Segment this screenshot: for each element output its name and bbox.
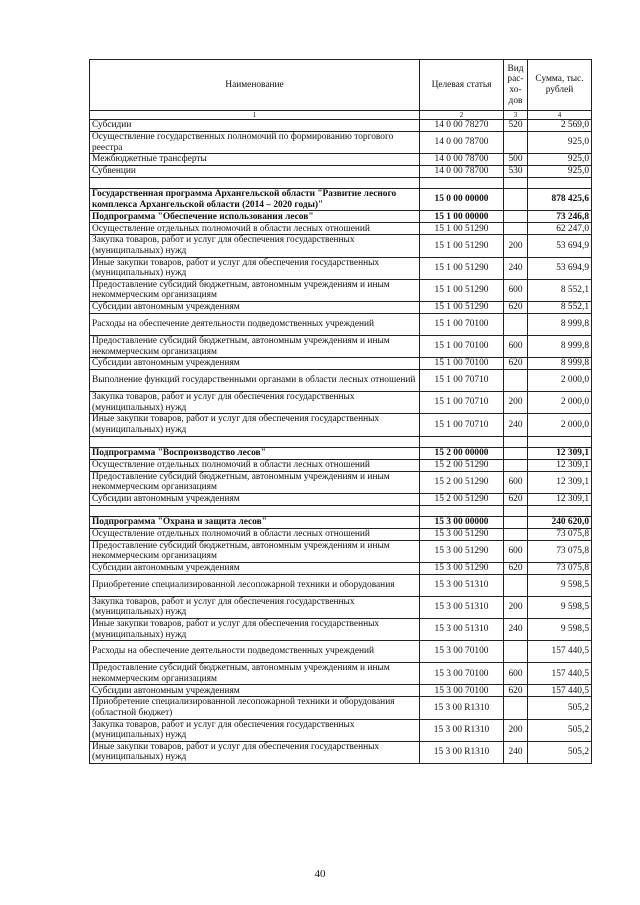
row-vid-cell: 240 [504, 257, 528, 279]
row-code-cell: 15 3 00 R1310 [420, 741, 504, 763]
row-sum-cell: 9 598,5 [528, 596, 592, 618]
row-sum-cell: 2 000,0 [528, 392, 592, 414]
row-code-cell: 14 0 00 78700 [420, 154, 504, 166]
table-row [90, 741, 592, 763]
row-code-cell: 15 2 00 51290 [420, 471, 504, 493]
table-row [90, 279, 592, 301]
row-vid-cell: 240 [504, 741, 528, 763]
row-code-cell: 15 1 00 51290 [420, 235, 504, 257]
row-name-cell: Субсидии [90, 120, 420, 132]
row-vid-cell: 620 [504, 562, 528, 574]
row-name-cell: Субсидии автономным учреждениям [90, 301, 420, 313]
row-name-cell: Осуществление отдельных полномочий в области лесных отношений [90, 459, 420, 471]
row-sum-cell: 157 440,5 [528, 641, 592, 663]
row-sum-cell: 240 620,0 [528, 516, 592, 528]
row-name-cell: Субсидии автономным учреждениям [90, 493, 420, 505]
row-code-cell: 14 0 00 78700 [420, 166, 504, 178]
row-code-cell: 15 3 00 70100 [420, 641, 504, 663]
row-sum-cell: 9 598,5 [528, 619, 592, 641]
row-sum-cell: 73 075,8 [528, 562, 592, 574]
table-row [90, 719, 592, 741]
row-code-cell: 15 1 00 70100 [420, 335, 504, 357]
row-name-cell: Субсидии автономным учреждениям [90, 685, 420, 697]
row-sum-cell: 62 247,0 [528, 223, 592, 235]
row-name-cell: Государственная программа Архангельской области "Развитие лесного комплекса Архангельской области (2014 – 2020 годы)" [90, 189, 420, 211]
row-code-cell: 15 1 00 51290 [420, 223, 504, 235]
row-name-cell: Предоставление субсидий бюджетным, автономным учреждениям и иным некоммерческим организациям [90, 663, 420, 685]
row-sum-cell: 505,2 [528, 741, 592, 763]
row-sum-cell: 12 309,1 [528, 447, 592, 459]
table-spacer-row [90, 436, 592, 447]
row-sum-cell: 925,0 [528, 132, 592, 154]
column-number: 3 [504, 111, 528, 120]
row-name-cell: Осуществление отдельных полномочий в области лесных отношений [90, 528, 420, 540]
row-sum-cell: 8 552,1 [528, 301, 592, 313]
row-code-cell: 15 1 00 51290 [420, 257, 504, 279]
row-vid-cell [504, 189, 528, 211]
table-row [90, 685, 592, 697]
empty-cell [420, 178, 504, 189]
row-code-cell: 15 3 00 R1310 [420, 719, 504, 741]
empty-cell [528, 505, 592, 516]
row-name-cell: Осуществление отдельных полномочий в области лесных отношений [90, 223, 420, 235]
empty-cell [90, 436, 420, 447]
row-vid-cell: 620 [504, 301, 528, 313]
row-sum-cell: 878 425,6 [528, 189, 592, 211]
row-vid-cell [504, 528, 528, 540]
table-row [90, 132, 592, 154]
row-name-cell: Закупка товаров, работ и услуг для обеспечения государственных (муниципальных) нужд [90, 235, 420, 257]
row-code-cell: 15 1 00 70710 [420, 392, 504, 414]
row-sum-cell: 8 552,1 [528, 279, 592, 301]
row-code-cell: 15 2 00 51290 [420, 459, 504, 471]
table-row [90, 301, 592, 313]
row-code-cell: 15 3 00 51290 [420, 540, 504, 562]
row-vid-cell: 520 [504, 120, 528, 132]
row-vid-cell: 620 [504, 358, 528, 370]
row-name-cell: Подпрограмма "Охрана и защита лесов" [90, 516, 420, 528]
row-sum-cell: 157 440,5 [528, 663, 592, 685]
column-number: 1 [90, 111, 420, 120]
row-sum-cell: 9 598,5 [528, 574, 592, 596]
empty-cell [90, 505, 420, 516]
row-code-cell: 15 1 00 70710 [420, 370, 504, 392]
row-sum-cell: 53 694,9 [528, 257, 592, 279]
row-vid-cell: 200 [504, 719, 528, 741]
row-code-cell: 15 3 00 70100 [420, 685, 504, 697]
row-vid-cell [504, 223, 528, 235]
row-name-cell: Предоставление субсидий бюджетным, автономным учреждениям и иным некоммерческим организациям [90, 335, 420, 357]
row-sum-cell: 12 309,1 [528, 493, 592, 505]
table-spacer-row [90, 505, 592, 516]
table-row [90, 358, 592, 370]
table-row [90, 493, 592, 505]
row-code-cell: 15 1 00 51290 [420, 301, 504, 313]
table-section-row [90, 516, 592, 528]
row-sum-cell: 2 000,0 [528, 414, 592, 436]
row-vid-cell [504, 697, 528, 719]
row-name-cell: Подпрограмма "Обеспечение использования лесов" [90, 211, 420, 223]
row-vid-cell [504, 641, 528, 663]
row-vid-cell [504, 516, 528, 528]
row-sum-cell: 53 694,9 [528, 235, 592, 257]
row-code-cell: 15 1 00 70100 [420, 358, 504, 370]
table-row [90, 471, 592, 493]
row-name-cell: Субвенции [90, 166, 420, 178]
row-vid-cell: 620 [504, 493, 528, 505]
row-code-cell: 15 1 00 51290 [420, 279, 504, 301]
row-vid-cell: 530 [504, 166, 528, 178]
row-name-cell: Закупка товаров, работ и услуг для обеспечения государственных (муниципальных) нужд [90, 392, 420, 414]
row-code-cell: 15 0 00 00000 [420, 189, 504, 211]
budget-table [89, 59, 592, 764]
row-name-cell: Субсидии автономным учреждениям [90, 358, 420, 370]
row-code-cell: 15 1 00 70100 [420, 313, 504, 335]
row-sum-cell: 2 569,0 [528, 120, 592, 132]
row-name-cell: Выполнение функций государственными органами в области лесных отношений [90, 370, 420, 392]
empty-cell [504, 505, 528, 516]
row-code-cell: 15 2 00 51290 [420, 493, 504, 505]
table-row [90, 223, 592, 235]
row-vid-cell: 600 [504, 471, 528, 493]
row-sum-cell: 157 440,5 [528, 685, 592, 697]
table-row [90, 335, 592, 357]
row-code-cell: 15 3 00 51310 [420, 596, 504, 618]
row-vid-cell: 600 [504, 335, 528, 357]
row-code-cell: 14 0 00 78270 [420, 120, 504, 132]
row-code-cell: 15 3 00 51310 [420, 574, 504, 596]
column-number: 4 [528, 111, 592, 120]
row-sum-cell: 2 000,0 [528, 370, 592, 392]
row-vid-cell [504, 574, 528, 596]
table-row [90, 414, 592, 436]
row-code-cell: 14 0 00 78700 [420, 132, 504, 154]
row-code-cell: 15 3 00 51310 [420, 619, 504, 641]
table-header-row [90, 60, 592, 111]
table-row [90, 313, 592, 335]
row-name-cell: Закупка товаров, работ и услуг для обеспечения государственных (муниципальных) нужд [90, 719, 420, 741]
row-vid-cell [504, 447, 528, 459]
row-sum-cell: 73 246,8 [528, 211, 592, 223]
row-vid-cell [504, 459, 528, 471]
row-name-cell: Иные закупки товаров, работ и услуг для обеспечения государственных (муниципальных) нужд [90, 741, 420, 763]
table-row [90, 619, 592, 641]
row-vid-cell: 600 [504, 663, 528, 685]
row-name-cell: Предоставление субсидий бюджетным, автономным учреждениям и иным некоммерческим организациям [90, 279, 420, 301]
empty-cell [528, 178, 592, 189]
row-vid-cell: 600 [504, 279, 528, 301]
row-vid-cell: 200 [504, 596, 528, 618]
row-sum-cell: 8 999,8 [528, 313, 592, 335]
table-row [90, 154, 592, 166]
row-sum-cell: 12 309,1 [528, 471, 592, 493]
row-sum-cell: 505,2 [528, 697, 592, 719]
row-sum-cell: 73 075,8 [528, 528, 592, 540]
header-sum: Сумма, тыс. рублей [528, 60, 592, 111]
empty-cell [90, 178, 420, 189]
row-code-cell: 15 3 00 70100 [420, 663, 504, 685]
row-vid-cell: 240 [504, 414, 528, 436]
table-spacer-row [90, 178, 592, 189]
row-code-cell: 15 1 00 70710 [420, 414, 504, 436]
table-row [90, 528, 592, 540]
table-body [90, 120, 592, 764]
row-name-cell: Предоставление субсидий бюджетным, автономным учреждениям и иным некоммерческим организациям [90, 540, 420, 562]
header-vid: Вид рас- хо- дов [504, 60, 528, 111]
empty-cell [420, 505, 504, 516]
row-code-cell: 15 3 00 51290 [420, 562, 504, 574]
row-vid-cell: 200 [504, 235, 528, 257]
row-sum-cell: 12 309,1 [528, 459, 592, 471]
row-name-cell: Иные закупки товаров, работ и услуг для обеспечения государственных (муниципальных) нужд [90, 257, 420, 279]
header-code: Целевая статья [420, 60, 504, 111]
row-name-cell: Иные закупки товаров, работ и услуг для обеспечения государственных (муниципальных) нужд [90, 619, 420, 641]
row-vid-cell [504, 211, 528, 223]
table-row [90, 641, 592, 663]
row-name-cell: Расходы на обеспечение деятельности подведомственных учреждений [90, 641, 420, 663]
page-number: 40 [314, 868, 326, 880]
table-row [90, 392, 592, 414]
row-sum-cell: 925,0 [528, 166, 592, 178]
row-vid-cell: 500 [504, 154, 528, 166]
row-code-cell: 15 2 00 00000 [420, 447, 504, 459]
table-row [90, 120, 592, 132]
row-name-cell: Приобретение специализированной лесопожарной техники и оборудования (областной бюджет) [90, 697, 420, 719]
empty-cell [504, 436, 528, 447]
row-name-cell: Предоставление субсидий бюджетным, автономным учреждениям и иным некоммерческим организациям [90, 471, 420, 493]
row-vid-cell [504, 132, 528, 154]
row-name-cell: Расходы на обеспечение деятельности подведомственных учреждений [90, 313, 420, 335]
empty-cell [504, 178, 528, 189]
row-name-cell: Закупка товаров, работ и услуг для обеспечения государственных (муниципальных) нужд [90, 596, 420, 618]
row-vid-cell: 620 [504, 685, 528, 697]
empty-cell [528, 436, 592, 447]
row-code-cell: 15 3 00 00000 [420, 516, 504, 528]
header-name: Наименование [90, 60, 420, 111]
table-row [90, 562, 592, 574]
row-sum-cell: 8 999,8 [528, 358, 592, 370]
row-name-cell: Иные закупки товаров, работ и услуг для обеспечения государственных (муниципальных) нужд [90, 414, 420, 436]
table-row [90, 574, 592, 596]
row-name-cell: Приобретение специализированной лесопожарной техники и оборудования [90, 574, 420, 596]
row-sum-cell: 925,0 [528, 154, 592, 166]
table-row [90, 596, 592, 618]
empty-cell [420, 436, 504, 447]
row-vid-cell: 200 [504, 392, 528, 414]
table-row [90, 459, 592, 471]
table-row [90, 257, 592, 279]
row-sum-cell: 8 999,8 [528, 335, 592, 357]
row-code-cell: 15 3 00 51290 [420, 528, 504, 540]
row-code-cell: 15 1 00 00000 [420, 211, 504, 223]
row-vid-cell: 240 [504, 619, 528, 641]
row-vid-cell [504, 313, 528, 335]
table-row [90, 697, 592, 719]
row-sum-cell: 73 075,8 [528, 540, 592, 562]
row-name-cell: Осуществление государственных полномочий по формированию торгового реестра [90, 132, 420, 154]
table-section-row [90, 447, 592, 459]
row-vid-cell: 600 [504, 540, 528, 562]
table-section-row [90, 211, 592, 223]
column-number: 2 [420, 111, 504, 120]
table-row [90, 235, 592, 257]
table-row [90, 370, 592, 392]
row-sum-cell: 505,2 [528, 719, 592, 741]
table-row [90, 166, 592, 178]
row-code-cell: 15 3 00 R1310 [420, 697, 504, 719]
table-row [90, 540, 592, 562]
row-vid-cell [504, 370, 528, 392]
table-section-row [90, 189, 592, 211]
table-row [90, 663, 592, 685]
row-name-cell: Подпрограмма "Воспроизводство лесов" [90, 447, 420, 459]
column-number-row [90, 111, 592, 120]
row-name-cell: Субсидии автономным учреждениям [90, 562, 420, 574]
row-name-cell: Межбюджетные трансферты [90, 154, 420, 166]
